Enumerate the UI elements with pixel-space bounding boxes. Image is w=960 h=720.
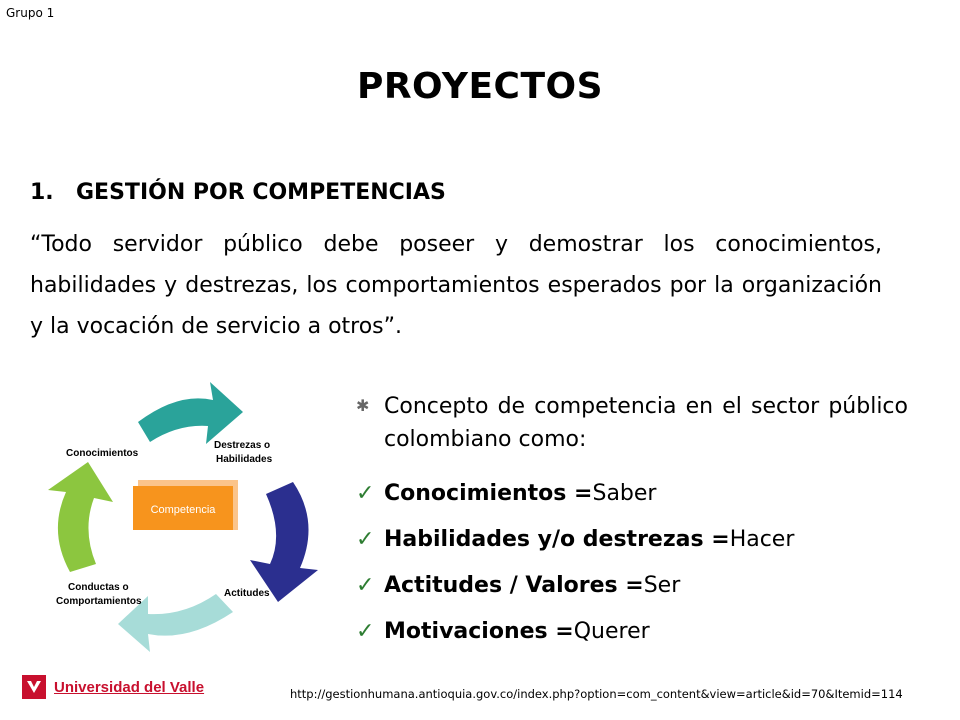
label-habilidades: Habilidades <box>216 454 273 465</box>
arrow-left-green <box>48 462 113 572</box>
arrow-top-teal <box>138 382 243 444</box>
section-number: 1. <box>30 180 54 205</box>
section-heading <box>30 180 446 205</box>
item-term: Conocimientos = <box>384 480 593 506</box>
item-value: Hacer <box>729 526 795 552</box>
university-name: Universidad del Valle <box>54 678 205 696</box>
bullet-intro-text: Concepto de competencia en el sector público colombiano como: <box>384 394 908 452</box>
quote-paragraph: “Todo servidor público debe poseer y demostrar los conocimientos, habilidades y destrezas, los comportamientos esperados por la organización y la vocación de servicio a otros”. <box>30 232 882 339</box>
list-item <box>356 516 908 562</box>
label-conocimientos: Conocimientos <box>66 448 139 459</box>
item-term: Habilidades y/o destrezas = <box>384 526 730 552</box>
checkmark-icon: ✓ <box>356 480 375 506</box>
list-item <box>356 608 908 654</box>
group-label: Grupo 1 <box>6 6 55 20</box>
center-label: Competencia <box>150 504 216 516</box>
arrow-right-navy <box>250 482 318 602</box>
checkmark-icon: ✓ <box>356 526 375 552</box>
list-item <box>356 562 908 608</box>
label-destrezas: Destrezas o <box>214 440 271 451</box>
asterisk-bullet-icon: ✱ <box>356 396 370 415</box>
item-value: Saber <box>592 480 657 506</box>
university-logo <box>22 675 204 699</box>
item-value: Querer <box>573 618 650 644</box>
university-crest-icon <box>22 675 46 699</box>
source-url[interactable]: http://gestionhumana.antioquia.gov.co/index.php?option=com_content&view=article&id=70&Itemid=114 <box>290 687 903 701</box>
section-title: GESTIÓN POR COMPETENCIAS <box>76 180 446 205</box>
list-item <box>356 470 908 516</box>
competency-diagram <box>38 372 338 662</box>
checkmark-icon: ✓ <box>356 618 375 644</box>
page-title: PROYECTOS <box>356 66 604 107</box>
item-value: Ser <box>643 572 681 598</box>
item-term: Actitudes / Valores = <box>384 572 644 598</box>
bullet-intro <box>356 390 908 456</box>
label-conductas: Conductas o <box>68 582 129 593</box>
label-comportamientos: Comportamientos <box>56 596 142 607</box>
label-actitudes: Actitudes <box>224 588 270 599</box>
checkmark-icon: ✓ <box>356 572 375 598</box>
cycle-diagram-graphic <box>38 372 338 662</box>
bullet-list <box>356 390 908 654</box>
item-term: Motivaciones = <box>384 618 574 644</box>
